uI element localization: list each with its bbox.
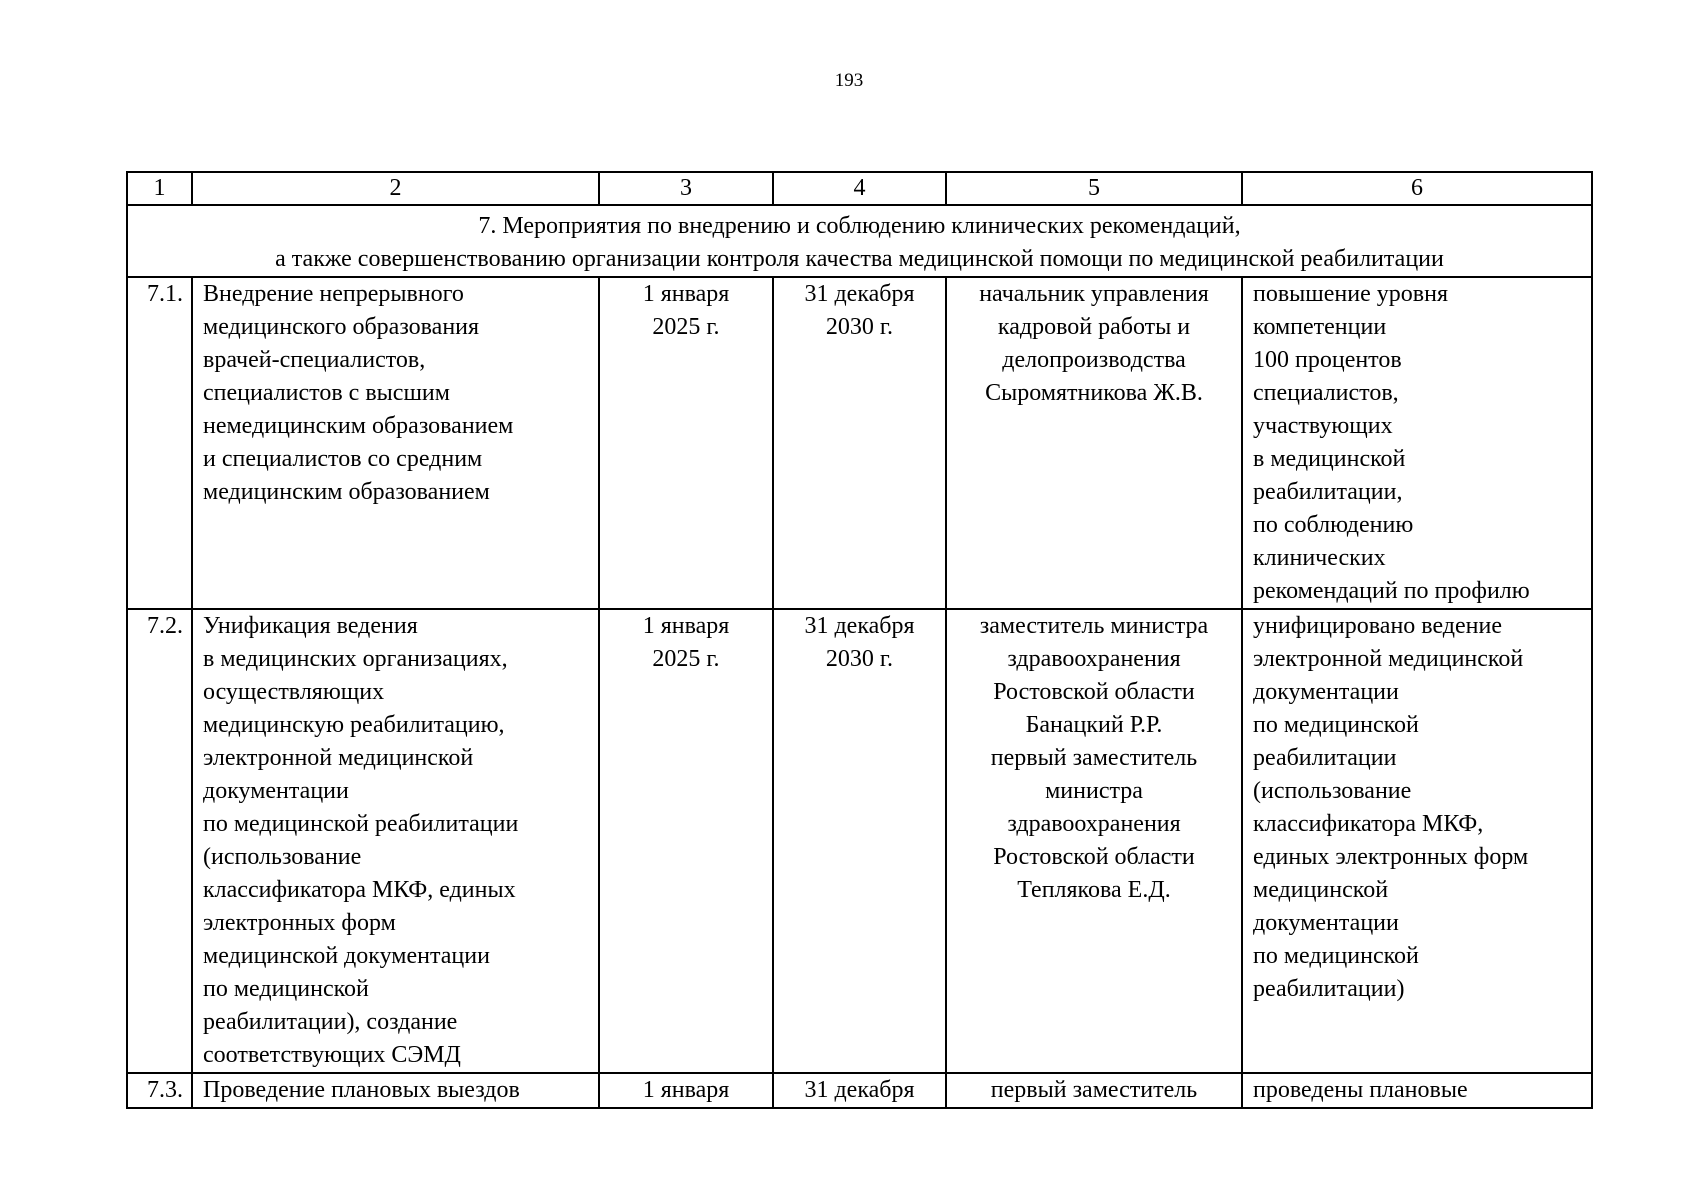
column-number: 3 — [599, 172, 773, 205]
end-date-cell: 31 декабря 2030 г. — [773, 277, 946, 609]
column-number: 6 — [1242, 172, 1592, 205]
table-row — [127, 277, 1592, 609]
result-cell: унифицировано ведение электронной медицинской документации по медицинской реабилитации (использование классификатора МКФ, единых электронных форм медицинской документации по медицинской реабилитации) — [1242, 609, 1592, 1073]
end-date-cell: 31 декабря 2030 г. — [773, 609, 946, 1073]
row-number: 7.3. — [127, 1073, 192, 1108]
section-title: 7. Мероприятия по внедрению и соблюдению клинических рекомендаций, а также совершенствованию организации контроля качества медицинской помощи по медицинской реабилитации — [127, 205, 1592, 277]
table-row — [127, 1073, 1592, 1108]
responsible-cell: заместитель министра здравоохранения Ростовской области Банацкий Р.Р. первый заместитель министра здравоохранения Ростовской области Теплякова Е.Д. — [946, 609, 1242, 1073]
activities-table — [126, 171, 1593, 1109]
column-number-row — [127, 172, 1592, 205]
column-number: 2 — [192, 172, 599, 205]
column-number: 4 — [773, 172, 946, 205]
start-date-cell: 1 января — [599, 1073, 773, 1108]
section-heading-row — [127, 205, 1592, 277]
column-number: 5 — [946, 172, 1242, 205]
row-number: 7.2. — [127, 609, 192, 1073]
activity-cell: Внедрение непрерывного медицинского образования врачей-специалистов, специалистов с высшим немедицинским образованием и специалистов со средним медицинским образованием — [192, 277, 599, 609]
start-date-cell: 1 января 2025 г. — [599, 277, 773, 609]
result-cell: повышение уровня компетенции 100 процентов специалистов, участвующих в медицинской реабилитации, по соблюдению клинических рекомендаций по профилю — [1242, 277, 1592, 609]
start-date-cell: 1 января 2025 г. — [599, 609, 773, 1073]
row-number: 7.1. — [127, 277, 192, 609]
page-number: 193 — [834, 70, 864, 91]
column-number: 1 — [127, 172, 192, 205]
result-cell: проведены плановые — [1242, 1073, 1592, 1108]
responsible-cell: первый заместитель — [946, 1073, 1242, 1108]
responsible-cell: начальник управления кадровой работы и делопроизводства Сыромятникова Ж.В. — [946, 277, 1242, 609]
table-row — [127, 609, 1592, 1073]
end-date-cell: 31 декабря — [773, 1073, 946, 1108]
activity-cell: Проведение плановых выездов — [192, 1073, 599, 1108]
activity-cell: Унификация ведения в медицинских организациях, осуществляющих медицинскую реабилитацию, электронной медицинской документации по медицинской реабилитации (использование классификатора МКФ, единых электронных форм медицинской документации по медицинской реабилитации), создание соответствующих СЭМД — [192, 609, 599, 1073]
